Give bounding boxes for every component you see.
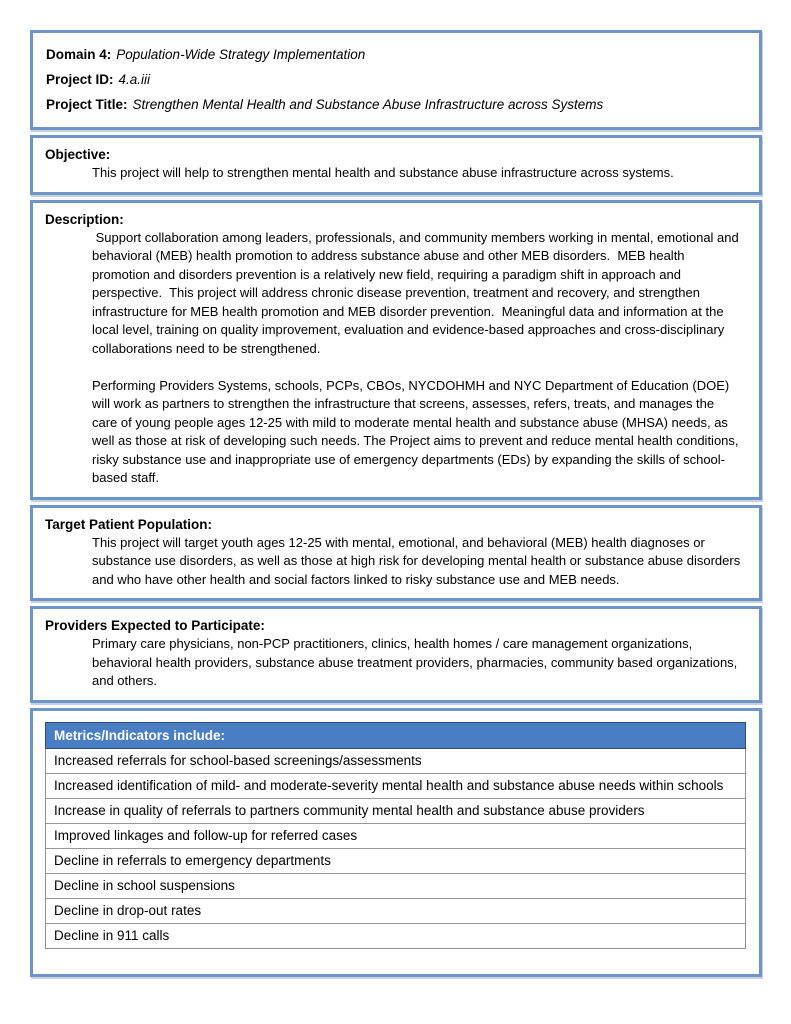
metrics-table-row: Decline in 911 calls (46, 923, 745, 948)
metrics-table-row: Decline in referrals to emergency departments (46, 848, 745, 873)
metrics-table-row: Decline in school suspensions (46, 873, 745, 898)
project-header-box (30, 30, 762, 130)
project-id-line (46, 67, 746, 92)
domain-value: Population-Wide Strategy Implementation (116, 47, 366, 62)
metrics-table (45, 722, 746, 949)
project-id-label: Project ID: (46, 72, 114, 87)
target-population-text: This project will target youth ages 12-25 with mental, emotional, and behavioral (MEB) health diagnoses or substance use disorders, as well as those at high risk for developing mental health or substance abuse disorders and who have other health and social factors linked to risky substance use and MEB needs. (92, 534, 744, 587)
project-title-label: Project Title: (46, 97, 128, 112)
description-paragraph-2: Performing Providers Systems, schools, PCPs, CBOs, NYCDOHMH and NYC Department of Education (DOE) will work as partners to strengthen the infrastructure that screens, assesses, refers, treats, and manages the care of young people ages 12-25 with mild to moderate mental health and substance abuse (MHSA) needs, as well as those at risk of developing such needs. The Project aims to prevent and reduce mental health conditions, risky substance use and inappropriate use of emergency departments (EDs) by expanding the skills of school-based staff. (92, 377, 743, 485)
metrics-table-header: Metrics/Indicators include: (45, 722, 746, 749)
providers-heading: Providers Expected to Participate: (45, 618, 265, 633)
metrics-table-row: Increased referrals for school-based screenings/assessments (46, 748, 745, 773)
content-stack (30, 30, 762, 982)
section-description (30, 200, 762, 500)
metrics-table-row: Increased identification of mild- and moderate-severity mental health and substance abuse needs within schools (46, 773, 745, 798)
project-id-value: 4.a.iii (118, 72, 151, 87)
project-title-value: Strengthen Mental Health and Substance Abuse Infrastructure across Systems (132, 97, 604, 112)
target-population-heading: Target Patient Population: (45, 516, 213, 532)
section-target-population (30, 505, 762, 602)
metrics-table-row: Increase in quality of referrals to partners community mental health and substance abuse providers (46, 798, 745, 823)
description-paragraph-1: Support collaboration among leaders, professionals, and community members working in mental, emotional and behavioral (MEB) health promotion to address substance abuse and other MEB disorders. MEB health promotion and disorders prevention is a relatively new field, requiring a paradigm shift in approach and perspective. This project will address chronic disease prevention, treatment and recovery, and strengthen infrastructure for MEB health promotion and MEB disorder prevention. Meaningful data and information at the local level, training on quality improvement, evaluation and evidence-based approaches and cross-disciplinary collaborations need to be strengthened. (92, 229, 743, 356)
section-objective (30, 135, 762, 195)
domain-line (46, 42, 746, 67)
project-title-line (46, 92, 746, 117)
section-providers (30, 606, 762, 703)
objective-heading: Objective: (45, 147, 111, 162)
description-heading: Description: (45, 211, 124, 227)
metrics-table-row: Improved linkages and follow-up for referred cases (46, 823, 745, 848)
domain-label: Domain 4: (46, 47, 112, 62)
providers-text: Primary care physicians, non-PCP practitioners, clinics, health homes / care management organizations, behavioral health providers, substance abuse treatment providers, pharmacies, community based organizations, and others. (92, 636, 741, 688)
objective-text: This project will help to strengthen mental health and substance abuse infrastructure across systems. (92, 165, 674, 180)
metrics-box (30, 708, 762, 977)
metrics-table-row: Decline in drop-out rates (46, 898, 745, 923)
